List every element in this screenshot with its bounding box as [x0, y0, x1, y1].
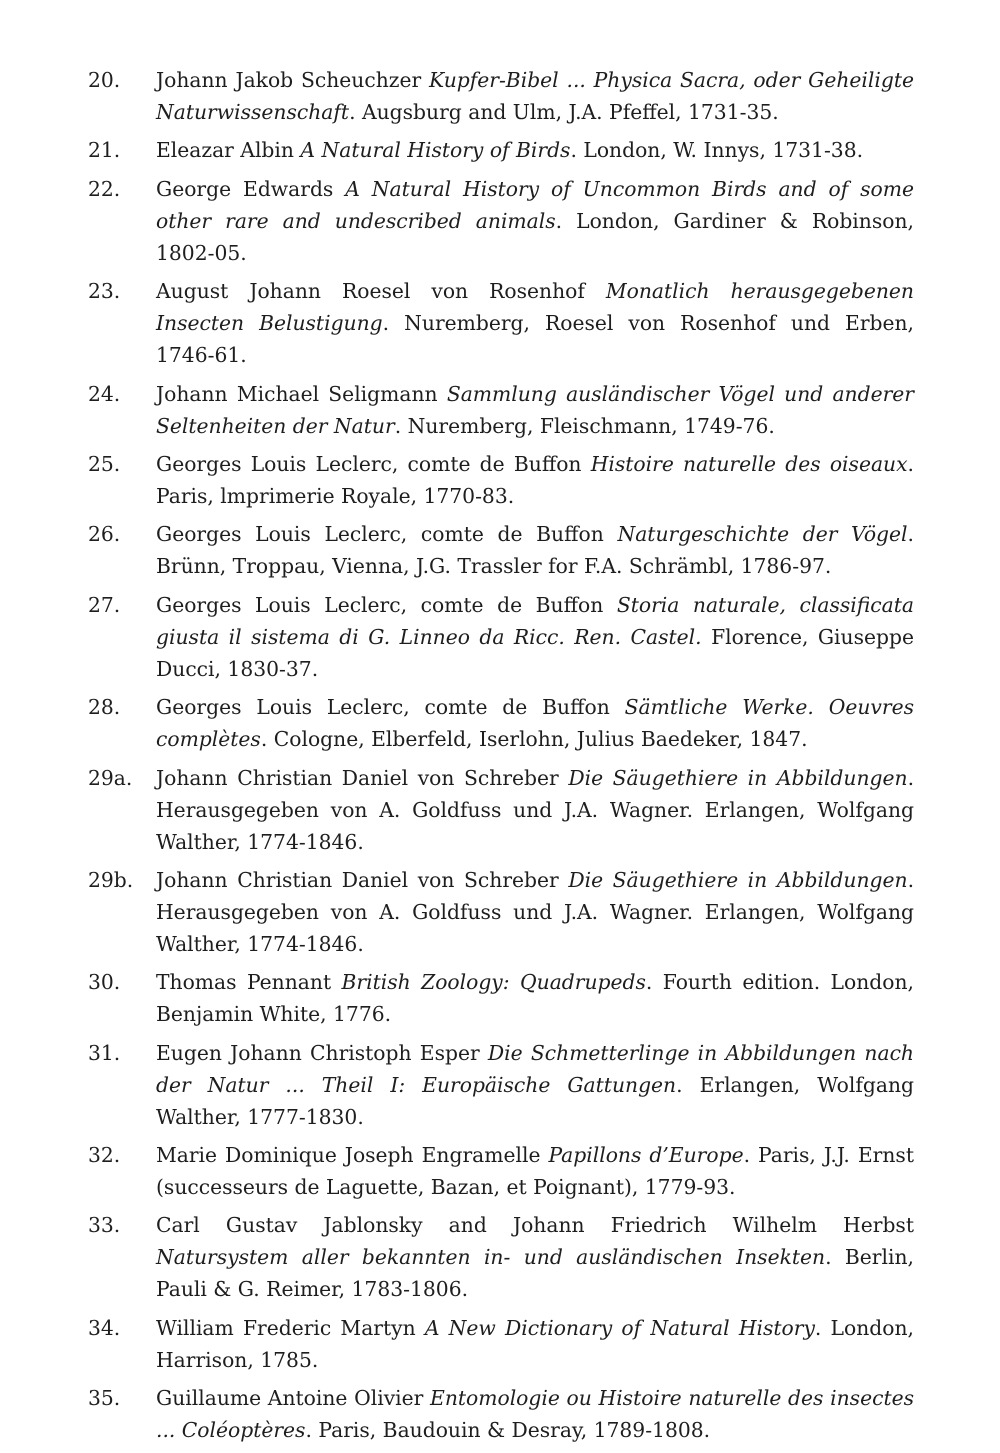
bibliography-entry-22 [88, 173, 914, 269]
entry-title: Die Schmetterlinge in Abbildungen nach der Natur ... Theil I: Europäische Gattungen [156, 1040, 914, 1097]
entry-number: 34. [88, 1315, 121, 1340]
bibliography-entry-20 [88, 64, 914, 128]
entry-publication: . Erlangen, Wolfgang Walther, 1777-1830. [156, 1072, 914, 1129]
entry-publication: . London, Gardiner & Robinson, 1802-05. [156, 208, 914, 265]
entry-title: Sammlung ausländischer Vögel und anderer Seltenheiten der Natur [156, 381, 914, 438]
entry-number: 29a. [88, 765, 133, 790]
entry-title: British Zoology: Quadrupeds [341, 970, 646, 995]
entry-publication: . Berlin, Pauli & G. Reimer, 1783-1806. [156, 1245, 914, 1302]
entry-publication: . Paris, J.J. Ernst (successeurs de Laguette, Bazan, et Poignant), 1779-93. [156, 1143, 914, 1200]
entry-author: Carl Gustav Jablonsky and Johann Friedrich Wilhelm Herbst [156, 1213, 914, 1238]
entry-author: George Edwards [156, 176, 346, 201]
entry-publication: . Herausgegeben von A. Goldfuss und J.A. Wagner. Erlangen, Wolfgang Walther, 1774-1846. [156, 765, 915, 854]
entry-publication: . Paris, lmprimerie Royale, 1770-83. [156, 451, 914, 508]
entry-title: A Natural History of Uncommon Birds and of some other rare and undescribed animals [156, 176, 914, 233]
bibliography-entry-29a [88, 762, 914, 858]
entry-title: Die Säugethiere in Abbildungen [568, 765, 908, 790]
bibliography-entry-28 [88, 691, 914, 755]
entry-title: Kupfer-Bibel ... Physica Sacra, oder Geheiligte Naturwissenschaft [156, 68, 914, 124]
entry-author: Marie Dominique Joseph Engramelle [156, 1143, 549, 1168]
entry-title: Entomologie ou Histoire naturelle des insectes ... Coléoptères [156, 1386, 915, 1443]
entry-title: Sämtliche Werke. Oeuvres complètes [156, 695, 914, 752]
entry-title: A New Dictionary of Natural History [424, 1315, 815, 1340]
bibliography-entry-27 [88, 589, 914, 685]
entry-author: Johann Michael Seligmann [156, 381, 447, 406]
entry-number: 28. [88, 695, 121, 720]
bibliography-entry-23 [88, 275, 914, 371]
entry-author: Guillaume Antoine Olivier [156, 1386, 431, 1411]
entry-publication: . Nuremberg, Fleischmann, 1749-76. [394, 413, 775, 438]
entry-number: 24. [88, 381, 121, 406]
entry-title: Die Säugethiere in Abbildungen [568, 867, 908, 892]
entry-title: Monatlich herausgegebenen Insecten Belustigung [156, 279, 914, 336]
entry-number: 25. [88, 451, 121, 476]
bibliography-entry-32 [88, 1139, 914, 1203]
entry-number: 31. [88, 1040, 121, 1065]
entry-author: Georges Louis Leclerc, comte de Buffon [156, 522, 618, 547]
entry-title: A Natural History of Birds [300, 138, 571, 163]
entry-title: Storia naturale, classificata giusta il sistema di G. Linneo da Ricc. Ren. Castel. [156, 592, 914, 649]
entry-author: Eleazar Albin [156, 138, 301, 163]
entry-publication: Florence, Giuseppe Ducci, 1830-37. [156, 624, 914, 681]
entry-author: August Johann Roesel von Rosenhof [156, 279, 606, 304]
bibliography-entry-33 [88, 1209, 914, 1305]
bibliography-entry-30 [88, 966, 914, 1030]
bibliography-entry-34 [88, 1312, 914, 1376]
entry-number: 32. [88, 1143, 121, 1168]
entry-publication: . Herausgegeben von A. Goldfuss und J.A. Wagner. Erlangen, Wolfgang Walther, 1774-1846. [156, 867, 915, 956]
entry-author: Thomas Pennant [156, 970, 342, 995]
bibliography-entry-26 [88, 518, 914, 582]
entry-author: William Frederic Martyn [156, 1315, 425, 1340]
entry-author: Georges Louis Leclerc, comte de Buffon [156, 695, 625, 720]
entry-publication: . London, W. Innys, 1731-38. [570, 138, 864, 163]
entry-author: Eugen Johann Christoph Esper [156, 1040, 488, 1065]
bibliography-entry-24 [88, 378, 914, 442]
entry-number: 21. [88, 138, 121, 163]
bibliography-entry-29b [88, 864, 914, 960]
entry-number: 29b. [88, 867, 134, 892]
entry-publication: . Augsburg and Ulm, J.A. Pfeffel, 1731-35. [349, 100, 779, 124]
entry-number: 30. [88, 970, 121, 995]
entry-number: 35. [88, 1386, 121, 1411]
entry-author: Johann Christian Daniel von Schreber [156, 867, 569, 892]
entry-publication: . Brünn, Troppau, Vienna, J.G. Trassler for F.A. Schrämbl, 1786-97. [156, 522, 914, 579]
entry-number: 22. [88, 176, 121, 201]
entry-title: Naturgeschichte der Vögel [617, 522, 908, 547]
entry-title: Histoire naturelle des oiseaux [590, 451, 908, 476]
entry-author: Johann Christian Daniel von Schreber [156, 765, 569, 790]
entry-publication: . Nuremberg, Roesel von Rosenhof und Erben, 1746-61. [156, 311, 915, 368]
entry-number: 33. [88, 1213, 121, 1238]
entry-author: Johann Jakob Scheuchzer [156, 68, 429, 92]
entry-number: 27. [88, 592, 121, 617]
entry-author: Georges Louis Leclerc, comte de Buffon [156, 451, 591, 476]
entry-author: Georges Louis Leclerc, comte de Buffon [156, 592, 617, 617]
entry-publication: . Cologne, Elberfeld, Iserlohn, Julius Baedeker, 1847. [260, 727, 808, 752]
bibliography-entry-21 [88, 134, 914, 166]
entry-title: Natursystem aller bekannten in- und ausländischen Insekten [156, 1245, 826, 1270]
entry-number: 23. [88, 279, 121, 304]
entry-publication: . Fourth edition. London, Benjamin White, 1776. [156, 970, 914, 1027]
entry-number: 20. [88, 68, 121, 92]
bibliography-entry-31 [88, 1037, 914, 1133]
entry-title: Papillons d’Europe [548, 1143, 744, 1168]
bibliography-list [88, 64, 914, 1453]
entry-publication: . Paris, Baudouin & Desray, 1789-1808. [305, 1418, 711, 1443]
entry-publication: . London, Harrison, 1785. [156, 1315, 914, 1372]
bibliography-entry-25 [88, 448, 914, 512]
entry-number: 26. [88, 522, 121, 547]
bibliography-entry-35 [88, 1382, 914, 1446]
